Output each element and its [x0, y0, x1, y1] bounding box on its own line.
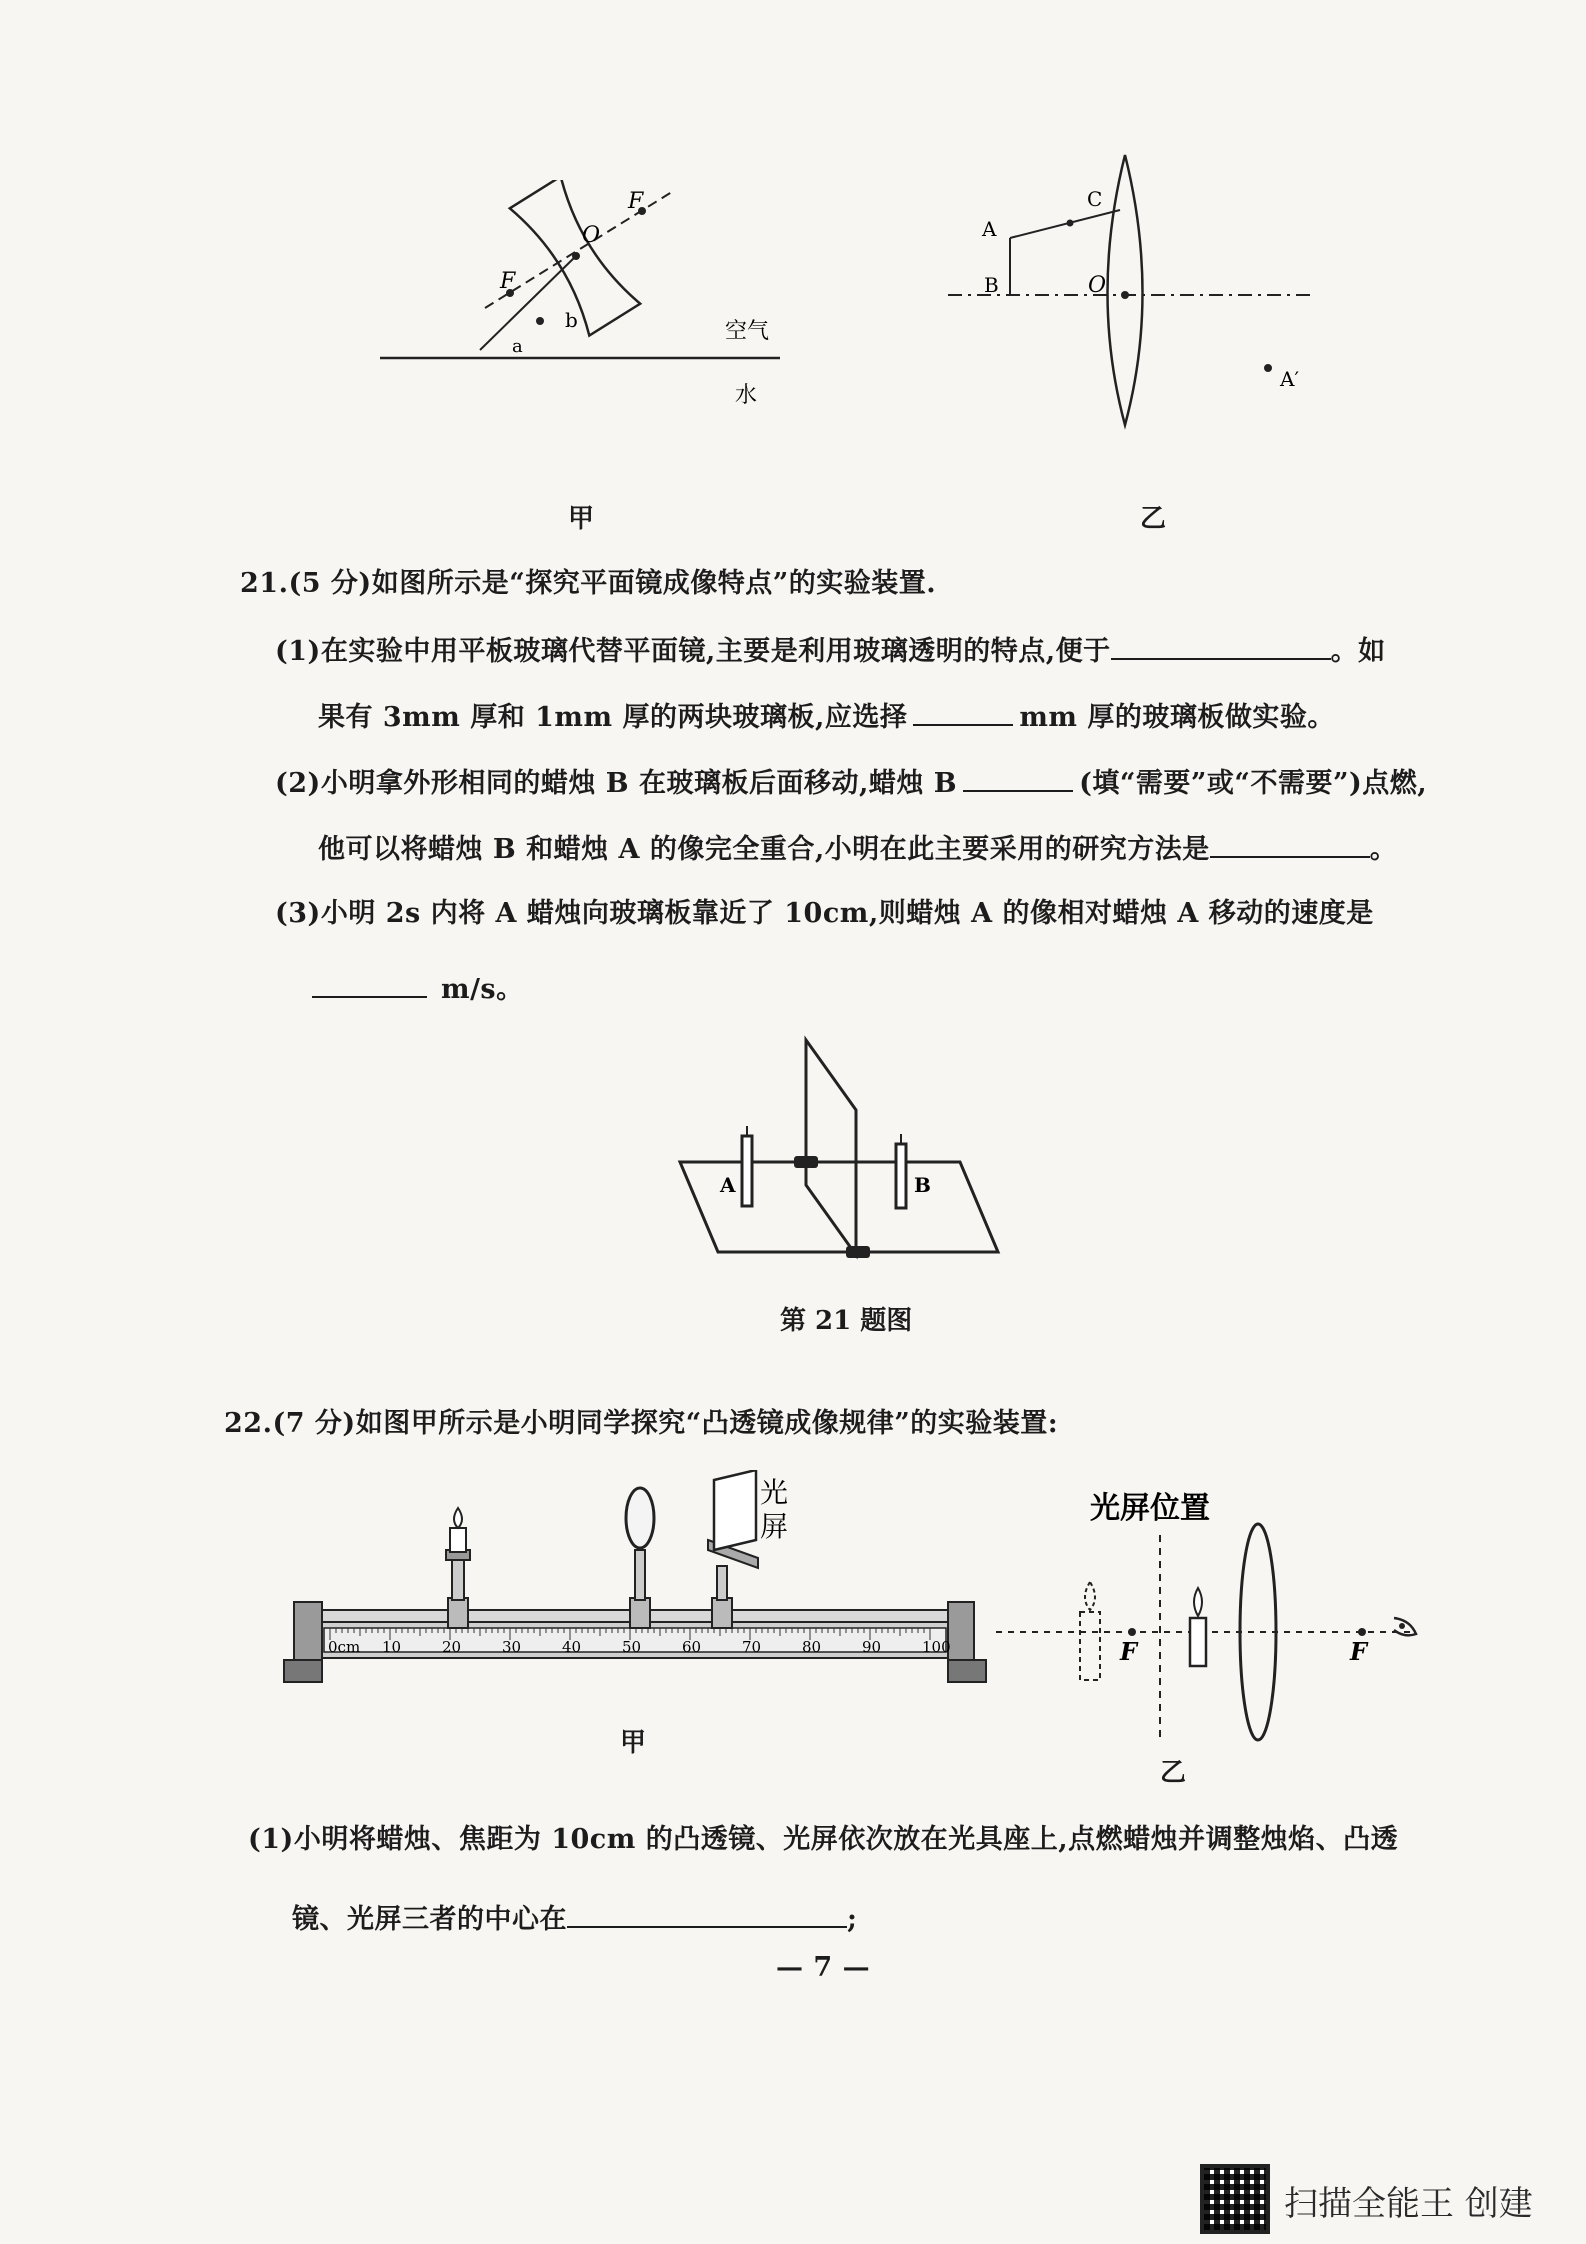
- label-F-left: F: [1120, 1637, 1138, 1666]
- ruler-tick-label: 80: [802, 1638, 822, 1656]
- label-O: O: [582, 223, 601, 248]
- screen-label-1: 光: [760, 1476, 789, 1509]
- caption-22-yi: 乙: [1160, 1758, 1187, 1788]
- q22-p1-text-c: ;: [847, 1904, 858, 1935]
- q22-p1-text-b: 镜、光屏三者的中心在: [292, 1904, 567, 1935]
- ruler-tick-label: 0cm: [328, 1638, 361, 1656]
- ruler-tick-label: 90: [862, 1638, 882, 1656]
- ruler-tick-label: 70: [742, 1638, 762, 1656]
- q21-p3-text-a: (3)小明 2s 内将 A 蜡烛向玻璃板靠近了 10cm,则蜡烛 A 的像相对蜡烛 A 移动的速度是: [275, 898, 1374, 929]
- label-F-lower: F: [500, 269, 516, 294]
- q21-p2-text-c: 他可以将蜡烛 B 和蜡烛 A 的像完全重合,小明在此主要采用的研究方法是: [318, 834, 1210, 865]
- ruler-tick-label: 20: [442, 1638, 462, 1656]
- q21-part2-line1: [275, 764, 1427, 802]
- label-B: B: [984, 273, 999, 297]
- figure-21-plane-mirror: [670, 1030, 1010, 1270]
- ruler-tick-label: 30: [502, 1638, 522, 1656]
- q21-p2-text-d: 。: [1369, 834, 1398, 865]
- q21-p3-text-b: m/s。: [441, 974, 524, 1005]
- label-A: A: [982, 217, 997, 241]
- label-O: O: [1088, 273, 1107, 298]
- q21-p2-text-a: (2)小明拿外形相同的蜡烛 B 在玻璃板后面移动,蜡烛 B: [275, 768, 958, 799]
- q21-blank-2[interactable]: [913, 698, 1013, 726]
- label-F-upper: F: [628, 189, 644, 214]
- q21-part1-line1: [275, 632, 1386, 670]
- ruler-tick-label: 50: [622, 1638, 642, 1656]
- caption-yi: 乙: [1140, 504, 1167, 534]
- label-a: a: [512, 336, 523, 357]
- q21-p1-text-c: 果有 3mm 厚和 1mm 厚的两块玻璃板,应选择: [318, 702, 908, 733]
- label-F-right: F: [1350, 1637, 1368, 1666]
- q22-header: 22.(7 分)如图甲所示是小明同学探究“凸透镜成像规律”的实验装置:: [224, 1408, 1059, 1439]
- ruler-tick-label: 40: [562, 1638, 582, 1656]
- q22-part1-line1: (1)小明将蜡烛、焦距为 10cm 的凸透镜、光屏依次放在光具座上,点燃蜡烛并调整烛焰、凸透: [248, 1824, 1399, 1855]
- q21-blank-5[interactable]: [312, 970, 427, 998]
- label-candle-B: B: [914, 1173, 931, 1197]
- figure-22-yi-lens-diagram: [990, 1490, 1450, 1790]
- figure-jia-concave-lens: [360, 180, 820, 440]
- q21-blank-3[interactable]: [963, 764, 1073, 792]
- ruler-tick-label: 100: [922, 1638, 951, 1656]
- watermark-text: 扫描全能王 创建: [1284, 2184, 1533, 2224]
- figure-yi-convex-lens: [930, 150, 1330, 440]
- screen-label-2: 屏: [760, 1510, 789, 1543]
- q21-header: 21.(5 分)如图所示是“探究平面镜成像特点”的实验装置.: [240, 568, 937, 599]
- q21-p2-text-b: (填“需要”或“不需要”)点燃,: [1079, 768, 1428, 799]
- label-candle-A: A: [720, 1173, 736, 1197]
- caption-jia: 甲: [568, 504, 595, 534]
- q21-part3-line2: [312, 970, 524, 1008]
- label-water: 水: [735, 383, 758, 408]
- q21-blank-1[interactable]: [1111, 632, 1331, 660]
- q21-blank-4[interactable]: [1210, 830, 1370, 858]
- qr-code-icon: [1200, 2164, 1270, 2234]
- caption-22-jia: 甲: [620, 1728, 647, 1758]
- figure-22-jia-optical-bench: [280, 1470, 1000, 1720]
- q21-part2-line2: [318, 830, 1397, 868]
- ruler-tick-label: 60: [682, 1638, 702, 1656]
- q21-p1-text-a: (1)在实验中用平板玻璃代替平面镜,主要是利用玻璃透明的特点,便于: [275, 636, 1111, 667]
- q21-p1-text-b: 。如: [1330, 636, 1386, 667]
- q22-part1-line2: [292, 1900, 857, 1938]
- label-b: b: [565, 308, 578, 332]
- q22-blank-1[interactable]: [567, 1900, 847, 1928]
- label-C: C: [1087, 187, 1103, 211]
- page-number: — 7 —: [776, 1952, 871, 1983]
- label-A-prime: A′: [1280, 367, 1299, 391]
- screen-position-title: 光屏位置: [1090, 1491, 1210, 1526]
- q21-figure-caption: 第 21 题图: [780, 1306, 913, 1336]
- q21-p1-text-d: mm 厚的玻璃板做实验。: [1019, 702, 1335, 733]
- q21-part3-line1: [275, 896, 1374, 932]
- q21-part1-line2: [318, 698, 1335, 736]
- label-air: 空气: [725, 319, 770, 344]
- ruler-tick-label: 10: [382, 1638, 402, 1656]
